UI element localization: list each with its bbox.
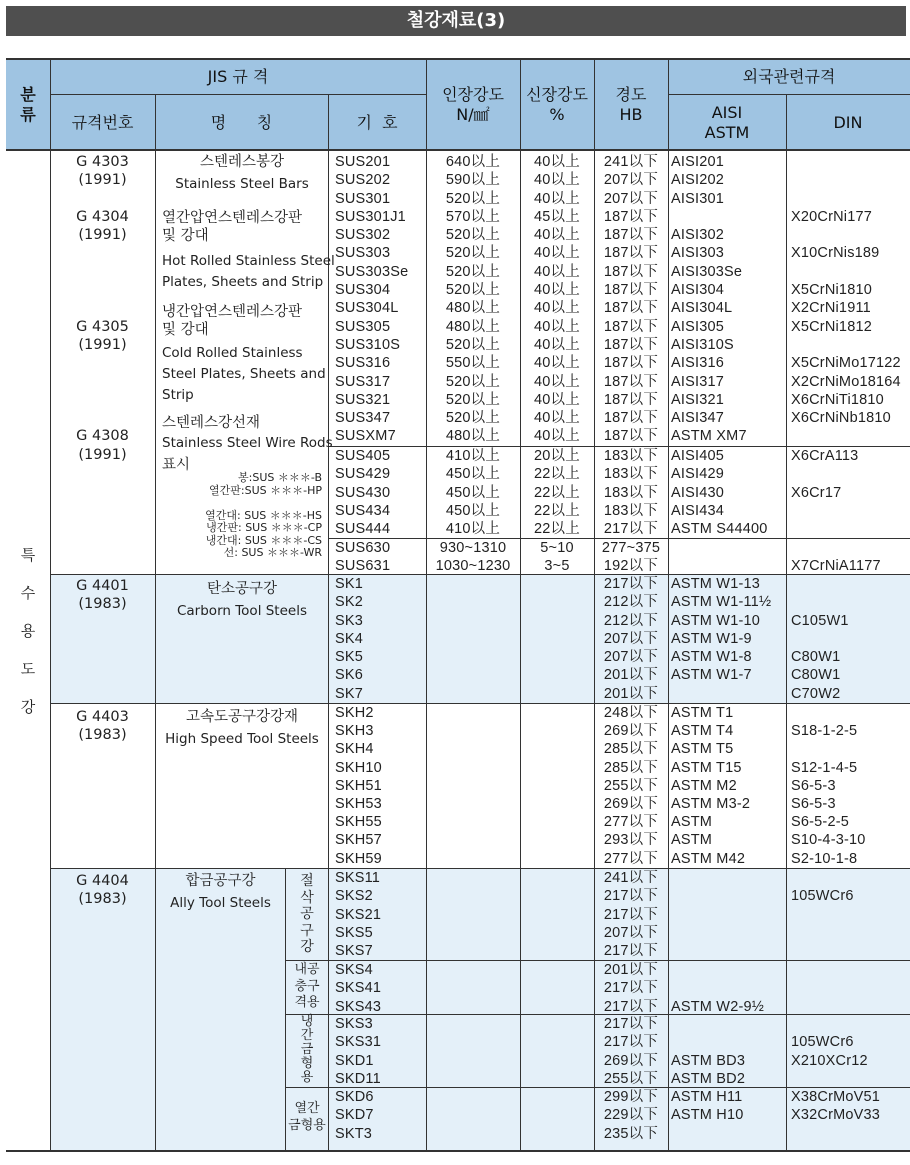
- din-col: X38CrMoV51 X32CrMoV33: [791, 1089, 881, 1124]
- skh-name-ko: 고속도공구강강재: [185, 709, 299, 725]
- tensile-col: 410以上 450以上 450以上 450以上 410以上: [445, 448, 501, 538]
- din-col: S18-1-2-5 S12-1-4-5 S6-5-3 S6-5-3 S6-5-2-5 S10-4-3-10 S2-10-1-8: [791, 723, 866, 867]
- symbols-col: SUS405 SUS429 SUS430 SUS434 SUS444: [335, 448, 391, 538]
- aisi-col: ASTM T1 ASTM T4 ASTM T5 ASTM T15 ASTM M2 ASTM M3-2 ASTM ASTM ASTM M42: [671, 705, 751, 867]
- skh-code: G 4403 (1983): [76, 709, 129, 744]
- elongation-col: 20以上 22以上 22以上 22以上 22以上: [534, 448, 580, 538]
- symbols-col: SK1 SK2 SK3 SK4 SK5 SK6 SK7: [335, 576, 364, 702]
- din-col: 105WCr6: [791, 888, 854, 905]
- name-ko: 열간압연스텐레스강판 및 강대: [162, 210, 303, 245]
- symbols-col: SKS4 SKS41 SKS43: [335, 962, 382, 1015]
- tensile-col: 640以上 590以上 520以上 570以上 520以上 520以上 520以上 520以上 480以上 480以上 520以上 550以上 520以上 520以上 520以上 480以上: [445, 154, 501, 445]
- sks-name-en: Ally Tool Steels: [170, 895, 271, 911]
- sk-code: G 4401 (1983): [76, 578, 129, 613]
- din-col: C105W1 C80W1 C80W1 C70W2: [791, 612, 849, 702]
- symbols-col: SUS201 SUS202 SUS301 SUS301J1 SUS302 SUS303 SUS303Se SUS304 SUS304L SUS305 SUS310S SUS316 SUS317 SUS321 SUS347 SUSXM7: [335, 154, 409, 445]
- col-line: [155, 94, 156, 1150]
- name-en: Cold Rolled Stainless Steel Plates, Sheets and Strip: [162, 345, 326, 403]
- name-ko: 스텐레스봉강: [199, 154, 285, 170]
- name-en: Hot Rolled Stainless Steel Plates, Sheets and Strip: [162, 253, 335, 290]
- hardness-col: 248以下 269以下 285以下 285以下 255以下 269以下 277以下 293以下 277以下: [603, 705, 659, 867]
- name-ko: 스텐레스강선재: [162, 415, 261, 431]
- sk-name-en: Carborn Tool Steels: [176, 603, 307, 619]
- col-line: [50, 58, 51, 1150]
- notation-list: 봉:SUS ＊＊＊-B 열간판:SUS ＊＊＊-HP 열간대: SUS ＊＊＊-HS 냉간판: SUS ＊＊＊-CP 냉간대: SUS ＊＊＊-CS 선: SUS ＊＊＊-WR: [205, 471, 322, 559]
- skh-band: [50, 703, 910, 868]
- hardness-col: 217以下 212以下 212以下 207以下 207以下 201以下 201以下: [603, 576, 659, 702]
- header-foreign: 외국관련규격: [742, 67, 836, 86]
- row-line: [50, 868, 910, 869]
- aisi-col: AISI201 AISI202 AISI301 AISI302 AISI303 AISI303Se AISI304 AISI304L AISI305 AISI310S AISI316 AISI317 AISI321 AISI347 ASTM XM7: [671, 154, 747, 445]
- name-ko: 냉간압연스텐레스강판 및 강대: [162, 304, 303, 339]
- name-en: Stainless Steel Bars: [175, 176, 309, 192]
- elongation-col: 40以上 40以上 40以上 45以上 40以上 40以上 40以上 40以上 40以上 40以上 40以上 40以上 40以上 40以上 40以上 40以上: [534, 154, 580, 445]
- sks-sub-label: 열간 금형용: [288, 1101, 326, 1133]
- hardness-col: 241以下 217以下 217以下 207以下 217以下: [603, 870, 659, 960]
- header-jis: JIS 규 격: [207, 67, 269, 86]
- name-en: Stainless Steel Wire Rods: [162, 435, 333, 451]
- skh-name-en: High Speed Tool Steels: [165, 731, 319, 747]
- header-tensile: 인장강도 N/㎟: [442, 85, 504, 124]
- col-line: [668, 58, 669, 1150]
- header-symbol: 기 호: [356, 112, 398, 132]
- header-category: 분 류: [20, 85, 36, 124]
- category-label: 특 수 용 도 강: [20, 546, 36, 716]
- aisi-col: AISI405 AISI429 AISI430 AISI434 ASTM S44400: [671, 448, 768, 538]
- din-col: X6CrA113 X6Cr17: [791, 448, 859, 501]
- elongation-col: 5~10 3~5: [540, 540, 574, 575]
- header-aisi: AISI ASTM: [704, 102, 750, 142]
- header-name: 명 칭: [210, 112, 273, 132]
- din-col: 105WCr6 X210XCr12: [791, 1034, 868, 1069]
- symbols-col: SKH2 SKH3 SKH4 SKH10 SKH51 SKH53 SKH55 SKH57 SKH59: [335, 705, 382, 867]
- sks-name-ko: 합금공구강: [185, 873, 256, 889]
- symbols-col: SKD6 SKD7 SKT3: [335, 1089, 374, 1142]
- notation-label: 표시: [162, 457, 191, 473]
- sks-sub-label: 내공 충구 격용: [294, 962, 320, 1010]
- sks-code: G 4404 (1983): [76, 873, 129, 908]
- aisi-col: ASTM BD3 ASTM BD2: [671, 1052, 746, 1087]
- din-col: X7CrNiA1177: [791, 558, 881, 575]
- hardness-col: 201以下 217以下 217以下: [603, 962, 659, 1015]
- symbols-col: SKS11 SKS2 SKS21 SKS5 SKS7: [335, 870, 382, 960]
- header-code-no: 규격번호: [71, 112, 134, 132]
- page-title: 철강재료(3): [6, 6, 906, 36]
- header-elongation: 신장강도 %: [526, 85, 588, 124]
- row-line: [50, 703, 910, 704]
- aisi-col: ASTM W1-13 ASTM W1-11½ ASTM W1-10 ASTM W1-9 ASTM W1-8 ASTM W1-7: [671, 576, 772, 684]
- tensile-col: 930~1310 1030~1230: [435, 540, 511, 575]
- hardness-col: 277~375 192以下: [601, 540, 661, 575]
- aisi-col: ASTM H11 ASTM H10: [671, 1089, 744, 1124]
- header-din: DIN: [833, 112, 863, 132]
- symbols-col: SUS630 SUS631: [335, 540, 391, 575]
- hardness-col: 183以下 183以下 183以下 183以下 217以下: [603, 448, 659, 538]
- sk-name-ko: 탄소공구강: [206, 581, 278, 597]
- symbols-col: SKS3 SKS31 SKD1 SKD11: [335, 1016, 382, 1087]
- hardness-col: 241以下 207以下 207以下 187以下 187以下 187以下 187以下 187以下 187以下 187以下 187以下 187以下 187以下 187以下 187以下 187以下: [603, 154, 659, 445]
- stainless-codes: G 4303 (1991) G 4304 (1991) G 4305 (1991) G 4308 (1991): [76, 154, 129, 463]
- din-col: X20CrNi177 X10CrNis189 X5CrNi1810 X2CrNi1911 X5CrNi1812 X5CrNiMo17122 X2CrNiMo18164 X6CrNiTi1810 X6CrNiNb1810: [791, 208, 901, 427]
- col-line: [786, 94, 787, 1150]
- sks-sub-label: 냉 간 금 형 용: [300, 1014, 314, 1085]
- header-hardness: 경도 HB: [615, 85, 647, 124]
- hardness-col: 217以下 217以下 269以下 255以下: [603, 1016, 659, 1087]
- sks-sub-label: 절 삭 공 구 강: [300, 873, 314, 955]
- hardness-col: 299以下 229以下 235以下: [603, 1089, 659, 1142]
- table-bottom-line: [6, 1150, 910, 1152]
- aisi-col: ASTM W2-9½: [671, 998, 765, 1015]
